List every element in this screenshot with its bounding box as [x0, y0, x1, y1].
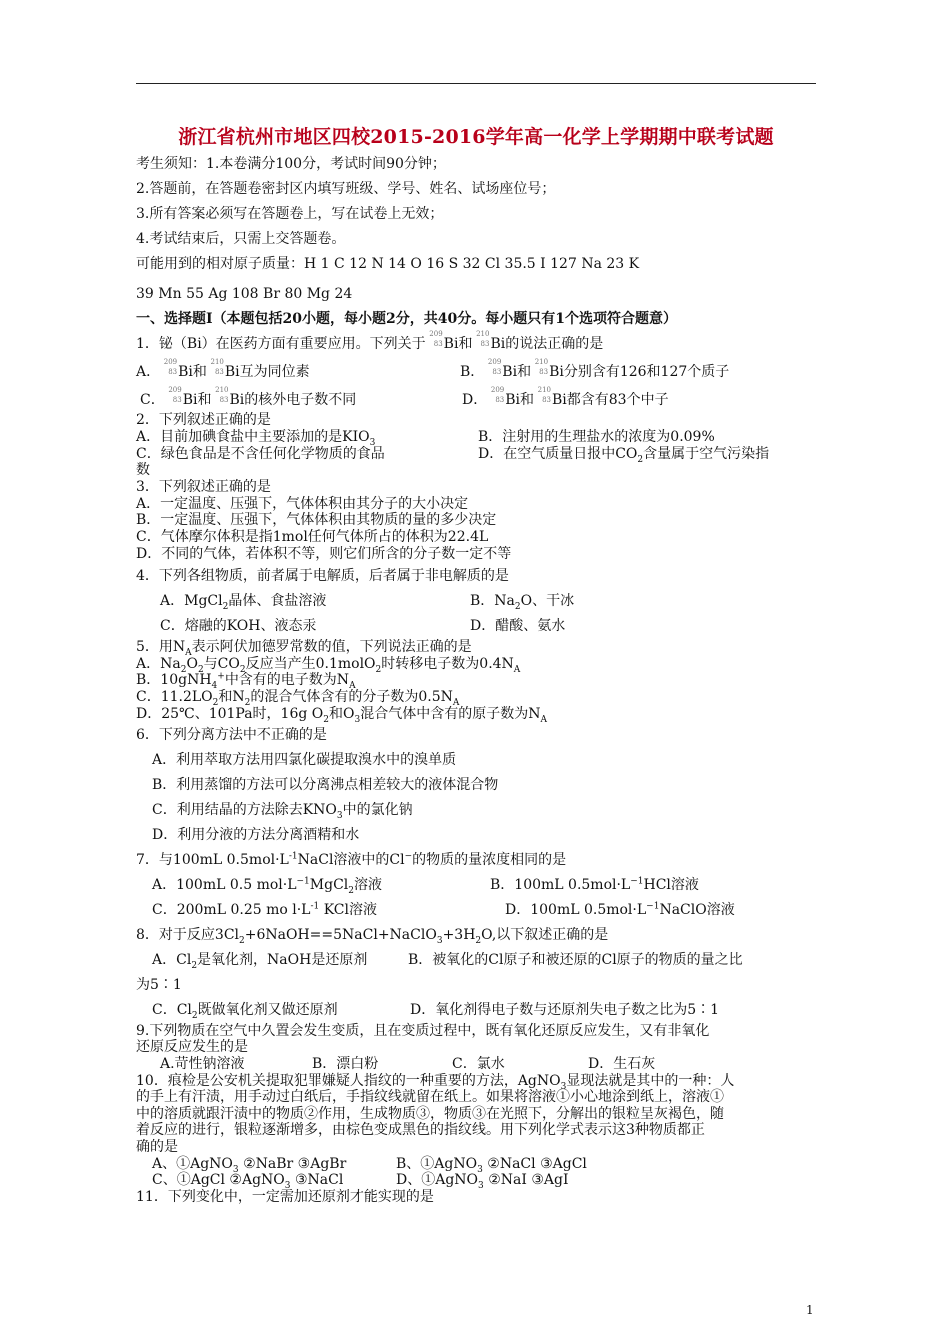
- question-9-option-a: A.苛性钠溶液: [160, 1056, 245, 1072]
- question-9-option-c: C．氯水: [452, 1056, 505, 1072]
- question-8-option-c: C．$Cl_2$既做氧化剂又做还原剂: [152, 1002, 338, 1021]
- notice-1: 考生须知：1.本卷满分100分，考试时间90分钟；: [136, 156, 446, 172]
- question-2-stem: 2．下列叙述正确的是: [136, 412, 271, 428]
- question-6-option-d: D．利用分液的方法分离酒精和水: [152, 827, 360, 843]
- question-5-option-a: A．$Na_2O_2$与$CO_2$反应当产生0.1molO$_2$时转移电子数为$0.4N_A$: [136, 656, 521, 675]
- question-4-option-d: D．醋酸、氨水: [470, 618, 566, 634]
- question-2-option-b: B．注射用的生理盐水的浓度为0.09%: [478, 429, 715, 445]
- question-3-option-a: A．一定温度、压强下，气体体积由其分子的大小决定: [136, 496, 469, 512]
- header-rule: [136, 83, 816, 84]
- question-7-option-a: A．100mL 0.5 $mol\cdot L^{-1}MgCl_2$溶液: [152, 876, 383, 896]
- nuclide-bi-210: 210 83: [476, 330, 490, 348]
- question-8-option-d: D．氧化剂得电子数与还原剂失电子数之比为5∶1: [410, 1002, 720, 1018]
- question-6-option-a: A．利用萃取方法用四氯化碳提取溴水中的溴单质: [152, 752, 457, 768]
- page-title: 浙江省杭州市地区四校2015-2016学年高一化学上学期期中联考试题: [178, 126, 774, 148]
- question-2-option-a: A．目前加碘食盐中主要添加的是$KIO_3$: [136, 429, 376, 448]
- question-4-option-c: C．熔融的KOH、液态汞: [160, 618, 317, 634]
- question-4-option-a: A．MgCl$_2$晶体、食盐溶液: [160, 593, 327, 612]
- question-11-stem: 11．下列变化中，一定需加还原剂才能实现的是: [136, 1189, 434, 1205]
- question-10-option-c: C、①AgCl ②AgNO$_3$ ③NaCl: [152, 1172, 344, 1191]
- question-10-line-4: 着反应的进行，银粒逐渐增多，由棕色变成黑色的指纹线。用下列化学式表示这3种物质都正: [136, 1122, 705, 1138]
- question-7-option-c: C．200mL 0.25 mo $l\cdot L^{-1}$ KCl溶液: [152, 901, 377, 918]
- question-1-option-c: C． 209 83 Bi和 210 83 Bi的核外电子数不同: [140, 386, 357, 408]
- notice-4: 4.考试结束后，只需上交答题卷。: [136, 231, 346, 247]
- question-3-stem: 3．下列叙述正确的是: [136, 479, 271, 495]
- question-1-stem: 1．铋（Bi）在医药方面有重要应用。下列关于 209 83 Bi和 210 83 Bi的说法正确的是: [136, 330, 604, 352]
- question-1-option-a: A． 209 83 Bi和 210 83 Bi互为同位素: [136, 358, 310, 380]
- question-10-option-b: B、①AgNO$_3$ ②NaCl ③AgCl: [396, 1156, 587, 1175]
- question-4-option-b: B．$Na_2O$、干冰: [470, 593, 575, 612]
- section-1-title: 一、选择题Ⅰ（本题包括20小题，每小题2分，共40分。每小题只有1个选项符合题意）: [136, 311, 677, 327]
- question-7-option-b: B．100mL $0.5mol\cdot L^{-1}HCl$溶液: [490, 876, 699, 893]
- page-number: 1: [806, 1303, 814, 1317]
- question-9-option-d: D．生石灰: [588, 1056, 656, 1072]
- question-1-option-b: B． 209 83 Bi和 210 83 Bi分别含有126和127个质子: [460, 358, 730, 380]
- notice-3: 3.所有答案必须写在答题卷上，写在试卷上无效；: [136, 206, 444, 222]
- question-5-option-d: D．25℃、101Pa时，16g $O_2$和$O_3$混合气体中含有的原子数为$N_A$: [136, 706, 547, 725]
- question-8-option-a: A．$Cl_2$是氧化剂，NaOH是还原剂: [152, 952, 368, 971]
- question-8-option-b: B．被氧化的Cl原子和被还原的Cl原子的物质的量之比: [408, 952, 743, 968]
- question-3-option-c: C．气体摩尔体积是指1mol任何气体所占的体积为22.4L: [136, 529, 489, 545]
- question-9-option-b: B．漂白粉: [312, 1056, 379, 1072]
- question-6-option-c: C．利用结晶的方法除去$KNO_3$中的氯化钠: [152, 802, 413, 821]
- atomic-mass-line-1: 可能用到的相对原子质量：H 1 C 12 N 14 O 16 S 32 Cl 35.5 I 127 Na 23 K: [136, 256, 640, 272]
- question-8-stem: 8．对于反应$3Cl_2+6NaOH==5NaCl+NaClO_3+3H_2O$,以下叙述正确的是: [136, 927, 609, 946]
- question-6-stem: 6．下列分离方法中不正确的是: [136, 727, 327, 743]
- question-10-option-a: A、①AgNO$_3$ ②NaBr ③AgBr: [152, 1156, 347, 1175]
- question-3-option-d: D．不同的气体，若体积不等，则它们所含的分子数一定不等: [136, 546, 512, 562]
- question-10-line-2: 的手上有汗渍，用手动过白纸后，手指纹线就留在纸上。如果将溶液①小心地涂到纸上，溶液①: [136, 1089, 724, 1105]
- atomic-mass-line-2: 39 Mn 55 Ag 108 Br 80 Mg 24: [136, 286, 353, 302]
- question-7-option-d: D．100mL $0.5mol\cdot L^{-1}NaClO$溶液: [505, 901, 735, 918]
- question-10-line-5: 确的是: [136, 1139, 178, 1155]
- question-3-option-b: B．一定温度、压强下，气体体积由其物质的量的多少决定: [136, 512, 497, 528]
- question-5-option-c: C．$11.2LO_2$和$N_2$的混合气体含有的分子数为$0.5N_A$: [136, 689, 460, 708]
- question-10-option-d: D、①AgNO$_3$ ②NaI ③AgI: [396, 1172, 569, 1191]
- question-6-option-b: B．利用蒸馏的方法可以分离沸点相差较大的液体混合物: [152, 777, 499, 793]
- question-7-stem: 7．与100mL $0.5mol\cdot L^{-1}NaCl$溶液中的Cl−的物质的量浓度相同的是: [136, 851, 567, 868]
- question-4-stem: 4．下列各组物质，前者属于电解质，后者属于非电解质的是: [136, 568, 509, 584]
- question-2-option-d: D．在空气质量日报中$CO_2$含量属于空气污染指: [478, 446, 770, 465]
- question-10-line-3: 中的溶质就跟汗渍中的物质②作用，生成物质③，物质③在光照下，分解出的银粒呈灰褐色，随: [136, 1106, 724, 1122]
- question-9-stem-2: 还原反应发生的是: [136, 1039, 248, 1055]
- question-8-option-b-cont: 为5∶1: [136, 977, 182, 993]
- question-1-option-d: D． 209 83 Bi和 210 83 Bi都含有83个中子: [462, 386, 669, 408]
- question-2-option-c: C．绿色食品是不含任何化学物质的食品: [136, 446, 385, 462]
- nuclide-bi-209: 209 83: [429, 330, 443, 348]
- question-5-stem: 5．用$N_A$表示阿伏加德罗常数的值，下列说法正确的是: [136, 639, 472, 658]
- question-5-option-b: B．10gNH$_4$+中含有的电子数为$N_A$: [136, 671, 356, 691]
- question-2-option-d-cont: 数: [136, 462, 150, 478]
- notice-2: 2.答题前，在答题卷密封区内填写班级、学号、姓名、试场座位号；: [136, 181, 556, 197]
- question-10-line-1: 10．痕检是公安机关提取犯罪嫌疑人指纹的一种重要的方法，AgNO$_3$显现法就是其中的一种：人: [136, 1073, 735, 1092]
- question-9-stem-1: 9.下列物质在空气中久置会发生变质，且在变质过程中，既有氧化还原反应发生，又有非氧化: [136, 1023, 710, 1039]
